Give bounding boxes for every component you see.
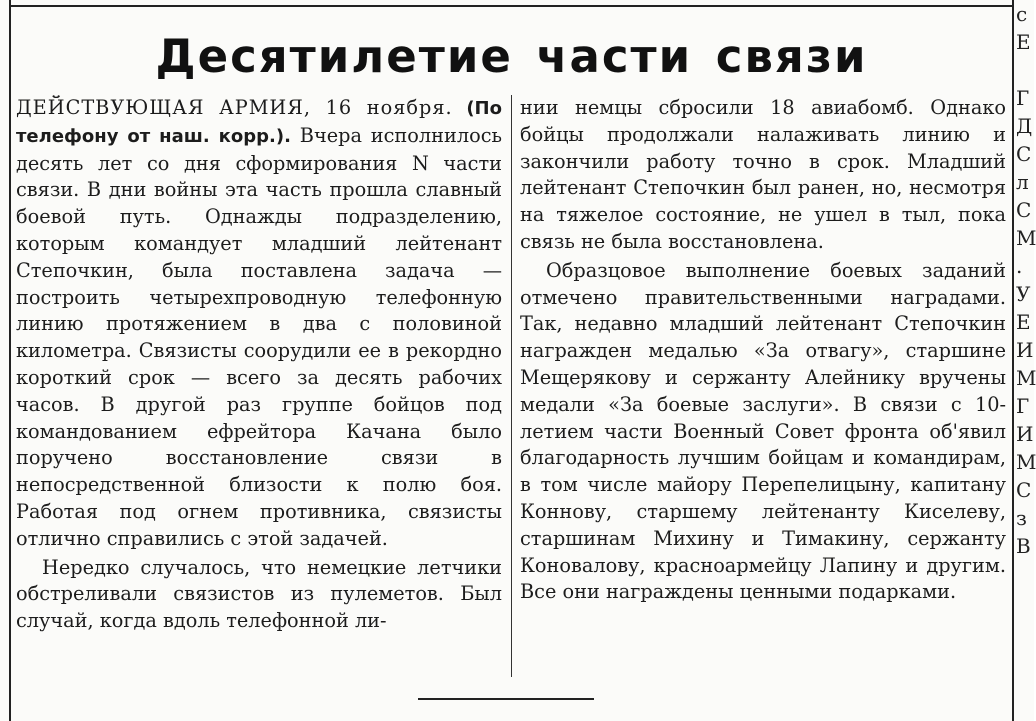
article-headline: Десятилетие части связи: [155, 30, 868, 83]
dateline: ДЕЙСТВУЮЩАЯ АРМИЯ, 16 ноября.: [16, 96, 453, 119]
column-divider: [511, 95, 512, 677]
end-of-article-rule: [418, 698, 594, 700]
lead-paragraph-text: Вчера исполнилось десять лет со дня сформирования N части связи. В дни войны эта часть прошла славный боевой путь. Однажды подразделению, которым командует младший лейтенант Степочкин, была поставлена задача — построить четырехпроводную телефонную линию протяжением в два с половиной километра. Связисты соорудили ее в рекордно короткий срок — всего за десять рабочих часов. В другой раз группе бойцов под командованием ефрейтора Качана было поручено восстановление связи в непосредственной близости к полю боя. Работая под огнем противника, связисты отлично справились с этой задачей.: [16, 123, 502, 550]
article-paragraph: Нередко случалось, что немецкие летчики обстреливали связистов из пулеметов. Был случай, когда вдоль телефонной ли-: [16, 555, 502, 633]
article-lead-paragraph: [16, 95, 502, 553]
article-paragraph: нии немцы сбросили 18 авиабомб. Однако бойцы продолжали налаживать линию и закончили работу точно в срок. Младший лейтенант Степочкин был ранен, но, несмотря на тяжелое состояние, не ушел в тыл, пока связь не была восстановлена.: [520, 96, 1006, 253]
byline: (По телефону от наш. корр.).: [16, 98, 502, 147]
adjacent-column-fragment: с Е Г Д С л С М . У Е И М Г И М С з В: [1016, 2, 1036, 558]
left-border-rule: [9, 0, 11, 721]
top-border-rule: [11, 5, 1012, 7]
article-column-left: [16, 95, 502, 635]
article-paragraph: Образцовое выполнение боевых заданий отмечено правительственными наградами. Так, недавно младший лейтенант Степочкин награжден медалью «За отвагу», старшине Мещерякову и сержанту Алейнику вручены медали «За боевые заслуги». В связи с 10-летием части Военный Совет фронта об'явил благодарность лучшим бойцам и командирам, в том числе майору Перепелицыну, капитану Коннову, старшему лейтенанту Киселеву, старшинам Михину и Тимакину, сержанту Коновалову, красноармейцу Лапину и другим. Все они награждены ценными подарками.: [520, 258, 1006, 604]
right-border-rule: [1012, 0, 1014, 721]
article-column-right: [520, 95, 1006, 606]
